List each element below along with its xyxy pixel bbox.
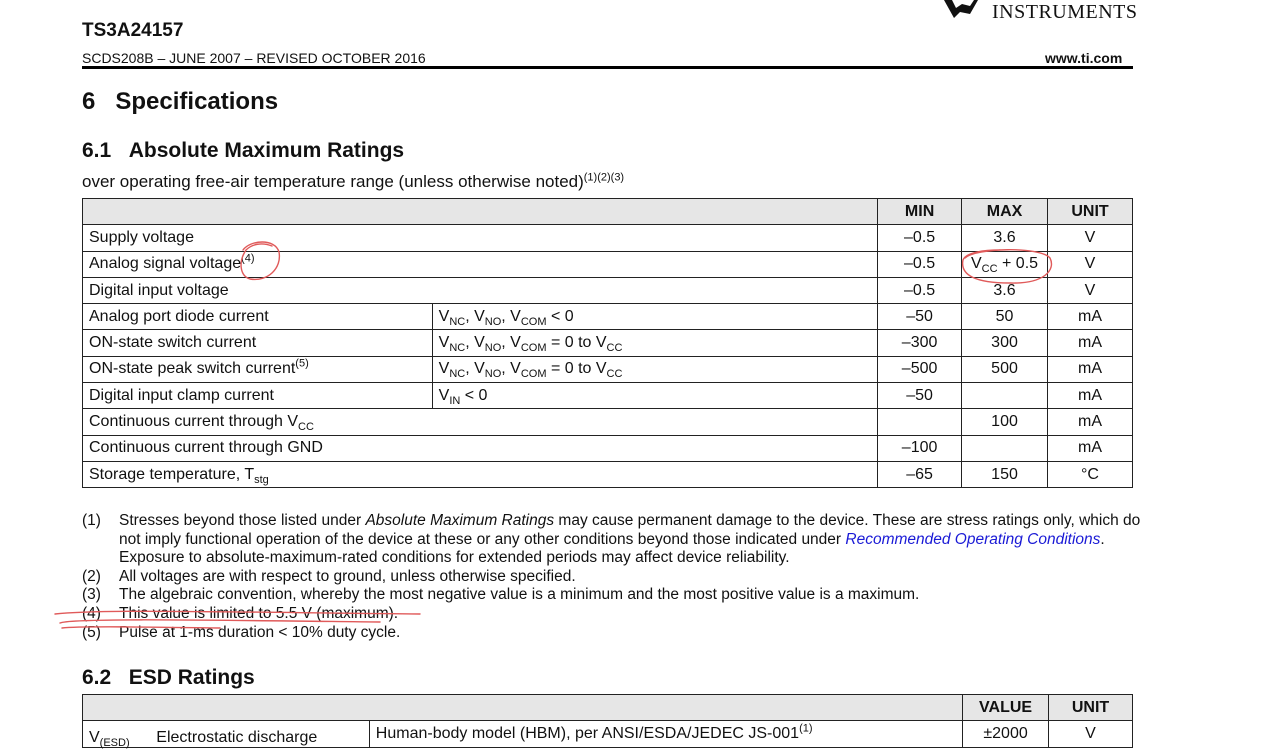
header-max: MAX — [962, 199, 1048, 225]
unit-cell: V — [1048, 225, 1133, 251]
header-blank — [83, 199, 878, 225]
footnote-5 — [82, 624, 1142, 643]
footnote-2 — [82, 568, 1142, 587]
esd-ratings-table — [82, 694, 1133, 748]
esd-row — [83, 721, 1133, 747]
esd-condition — [369, 721, 962, 747]
min-cell: –50 — [878, 383, 962, 409]
max-cell: $V_{CC} + 0.5$ — [962, 251, 1048, 277]
footnote-4 — [82, 605, 1142, 624]
unit-cell: mA — [1048, 330, 1133, 356]
max-cell: 150 — [962, 461, 1048, 487]
esd-condition-footnote: (1) — [799, 722, 813, 735]
param-cell: Continuous current through GND — [83, 435, 878, 461]
esd-param — [83, 721, 370, 747]
table-row — [83, 409, 1133, 435]
table-row — [83, 383, 1133, 409]
param-cell: ON-state switch current — [83, 330, 433, 356]
footnote-text-c: . Exposure to absolute-maximum-rated conditions for extended periods may affect device reliability. — [119, 530, 1105, 567]
footnote-text: The algebraic convention, whereby the most negative value is a minimum and the most positive value is a maximum. — [119, 586, 920, 604]
max-cell: 3.6 — [962, 225, 1048, 251]
condition-cell: $V_{NC}$, $V_{NO}$, $V_{COM} = 0$ to $V_{CC}$ — [432, 330, 877, 356]
max-cell: 50 — [962, 304, 1048, 330]
min-cell — [878, 409, 962, 435]
max-cell — [962, 383, 1048, 409]
ti-logo-icon — [940, 0, 980, 22]
absolute-maximum-ratings-table — [82, 198, 1133, 488]
website-link[interactable]: www.ti.com — [1045, 50, 1123, 66]
esd-header-value: VALUE — [963, 695, 1049, 721]
unit-cell: mA — [1048, 356, 1133, 382]
footnote-text — [119, 512, 1142, 568]
table-row — [83, 277, 1133, 303]
min-cell: –65 — [878, 461, 962, 487]
esd-number: 6.2 — [82, 666, 112, 689]
unit-cell: °C — [1048, 461, 1133, 487]
header-min: MIN — [878, 199, 962, 225]
amr-number: 6.1 — [82, 139, 112, 162]
revision-line: SCDS208B – JUNE 2007 – REVISED OCTOBER 2016 — [82, 50, 426, 66]
table-row — [83, 461, 1133, 487]
unit-cell: mA — [1048, 435, 1133, 461]
min-cell: –300 — [878, 330, 962, 356]
amr-table-body — [83, 225, 1133, 488]
min-cell: –0.5 — [878, 277, 962, 303]
min-cell: –500 — [878, 356, 962, 382]
esd-header-unit: UNIT — [1049, 695, 1133, 721]
table-row — [83, 304, 1133, 330]
footnote-text: All voltages are with respect to ground, unless otherwise specified. — [119, 567, 576, 585]
table-header-row — [83, 199, 1133, 225]
header-unit: UNIT — [1048, 199, 1133, 225]
esd-condition-text: Human-body model (HBM), per ANSI/ESDA/JEDEC JS-001 — [375, 724, 800, 742]
footnote-text-a: Stresses beyond those listed under — [119, 512, 366, 529]
table-row — [83, 251, 1133, 277]
min-cell: –50 — [878, 304, 962, 330]
section-heading — [82, 88, 278, 116]
unit-cell: mA — [1048, 409, 1133, 435]
table-row — [83, 225, 1133, 251]
table-row — [83, 356, 1133, 382]
footnote-number: (4) — [82, 604, 101, 622]
esd-heading — [82, 666, 255, 690]
table-row — [83, 435, 1133, 461]
amr-heading — [82, 139, 404, 163]
footnote-number: (2) — [82, 567, 101, 585]
amr-intro-footnotes: (1)(2)(3) — [583, 171, 625, 184]
param-cell: Analog port diode current — [83, 304, 433, 330]
param-cell: ON-state peak switch current$^{(5)}$ — [83, 356, 433, 382]
param-cell: Digital input clamp current — [83, 383, 433, 409]
footnote-number: (5) — [82, 623, 101, 641]
document-id: TS3A24157 — [82, 20, 184, 41]
unit-cell: mA — [1048, 304, 1133, 330]
unit-cell: mA — [1048, 383, 1133, 409]
esd-unit: V — [1049, 721, 1133, 747]
esd-header-blank — [83, 695, 963, 721]
table-row — [83, 330, 1133, 356]
esd-value: ±2000 — [963, 721, 1049, 747]
amr-intro-text: over operating free-air temperature range (unless otherwise noted) — [82, 172, 584, 191]
unit-cell: V — [1048, 277, 1133, 303]
min-cell: –100 — [878, 435, 962, 461]
esd-param-text: $V_{(ESD)}$ Electrostatic discharge — [89, 728, 318, 749]
footnotes — [82, 512, 1142, 642]
max-cell: 100 — [962, 409, 1048, 435]
section-title: Specifications — [115, 88, 279, 115]
min-cell: –0.5 — [878, 251, 962, 277]
footnote-number: (1) — [82, 512, 101, 529]
ti-logo — [940, 0, 1140, 26]
max-cell: 500 — [962, 356, 1048, 382]
esd-header-row — [83, 695, 1133, 721]
footnote-1 — [82, 512, 1142, 568]
footnote-3 — [82, 586, 1142, 605]
param-cell: Storage temperature, $T_{stg}$ — [83, 461, 878, 487]
footnote-emphasis: Absolute Maximum Ratings — [365, 512, 555, 529]
amr-title: Absolute Maximum Ratings — [128, 139, 405, 162]
amr-intro — [82, 172, 624, 192]
header-rule — [82, 66, 1133, 69]
footnote-text-b: may cause permanent damage to the device. These are stress ratings only, which do not imply functional operation of the device at these or any other conditions beyond those indicated under — [119, 512, 1141, 548]
recommended-operating-conditions-link[interactable]: Recommended Operating Conditions — [845, 530, 1101, 548]
footnote-text: Pulse at 1-ms duration < 10% duty cycle. — [119, 623, 401, 641]
logo-text: INSTRUMENTS — [992, 1, 1138, 23]
param-cell: Analog signal voltage$^{(4)}$ — [83, 251, 878, 277]
footnote-text: This value is limited to 5.5 V (maximum). — [119, 604, 399, 622]
param-cell: Digital input voltage — [83, 277, 878, 303]
section-number: 6 — [82, 88, 96, 115]
condition-cell: $V_{IN} < 0$ — [432, 383, 877, 409]
footnote-number: (3) — [82, 586, 101, 604]
param-cell: Supply voltage — [83, 225, 878, 251]
max-cell: 300 — [962, 330, 1048, 356]
min-cell: –0.5 — [878, 225, 962, 251]
condition-cell: $V_{NC}$, $V_{NO}$, $V_{COM} < 0$ — [432, 304, 877, 330]
condition-cell: $V_{NC}$, $V_{NO}$, $V_{COM} = 0$ to $V_{CC}$ — [432, 356, 877, 382]
unit-cell: V — [1048, 251, 1133, 277]
max-cell: 3.6 — [962, 277, 1048, 303]
max-cell — [962, 435, 1048, 461]
param-cell: Continuous current through $V_{CC}$ — [83, 409, 878, 435]
esd-title: ESD Ratings — [128, 666, 255, 689]
